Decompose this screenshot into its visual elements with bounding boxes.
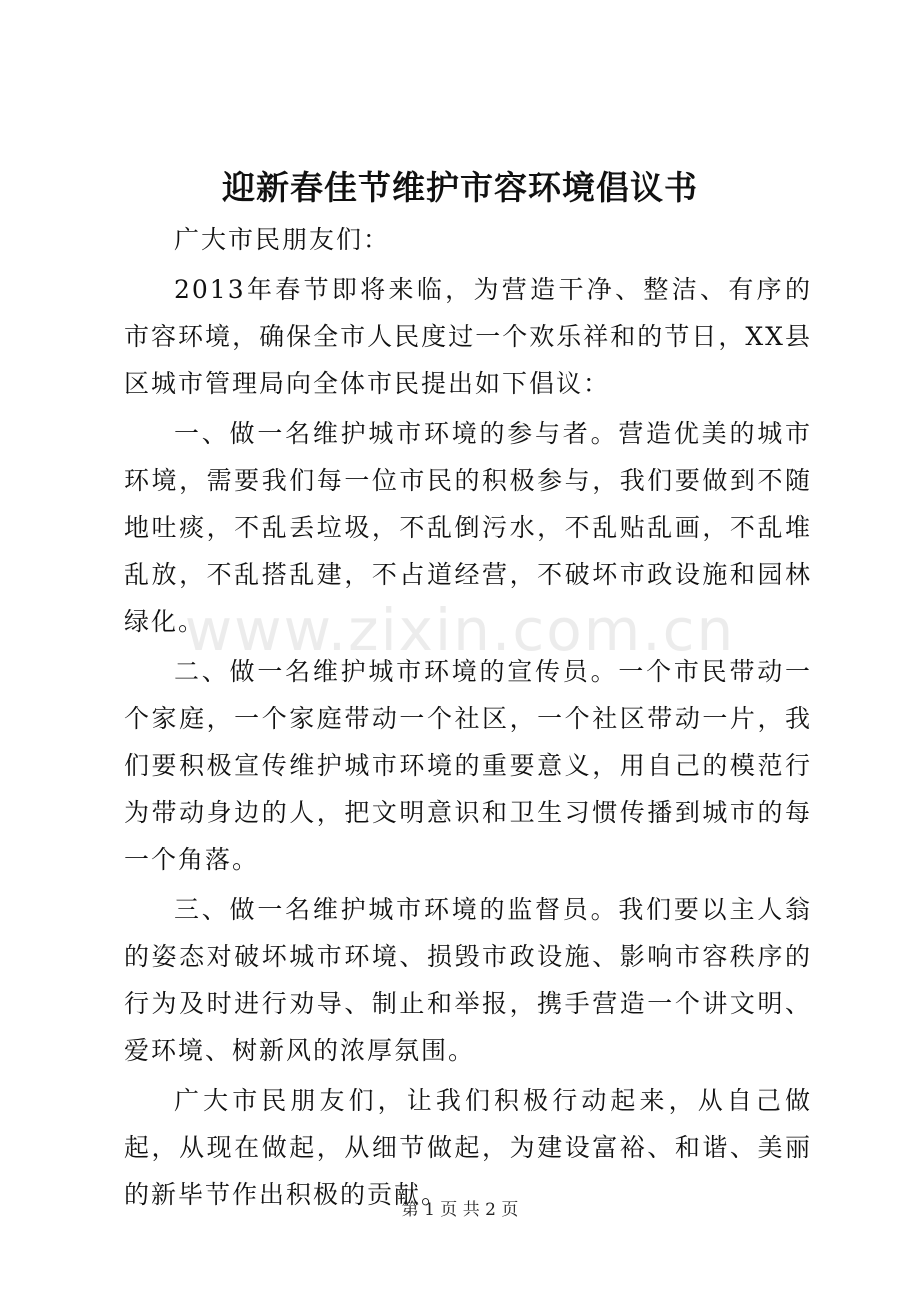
paragraph-participant: 一、做一名维护城市环境的参与者。营造优美的城市环境，需要我们每一位市民的积极参与，我们要做到不随地吐痰，不乱丢垃圾，不乱倒污水，不乱贴乱画，不乱堆乱放，不乱搭乱建，不占道经营，不破坏市政设施和园林绿化。 bbox=[124, 419, 812, 636]
salutation: 广大市民朋友们： bbox=[174, 225, 391, 254]
document-body bbox=[124, 216, 812, 1221]
watermark: www.zixin.com.cn bbox=[184, 596, 736, 664]
paragraph-closing: 广大市民朋友们，让我们积极行动起来，从自己做起，从现在做起，从细节做起，为建设富裕、和谐、美丽的新毕节作出积极的贡献。 bbox=[124, 1086, 812, 1209]
page-footer: 第 1 页 共 2 页 bbox=[401, 1200, 519, 1220]
document-title: 迎新春佳节维护市容环境倡议书 bbox=[222, 168, 698, 207]
paragraph-intro: 2013年春节即将来临，为营造干净、整洁、有序的市容环境，确保全市人民度过一个欢乐祥和的节日，XX县区城市管理局向全体市民提出如下倡议： bbox=[124, 275, 812, 398]
paragraph-supervisor: 三、做一名维护城市环境的监督员。我们要以主人翁的姿态对破坏城市环境、损毁市政设施、影响市容秩序的行为及时进行劝导、制止和举报，携手营造一个讲文明、爱环境、树新风的浓厚氛围。 bbox=[124, 895, 812, 1065]
paragraph-publicist: 二、做一名维护城市环境的宣传员。一个市民带动一个家庭，一个家庭带动一个社区，一个社区带动一片，我们要积极宣传维护城市环境的重要意义，用自己的模范行为带动身边的人，把文明意识和卫生习惯传播到城市的每一个角落。 bbox=[124, 657, 812, 874]
